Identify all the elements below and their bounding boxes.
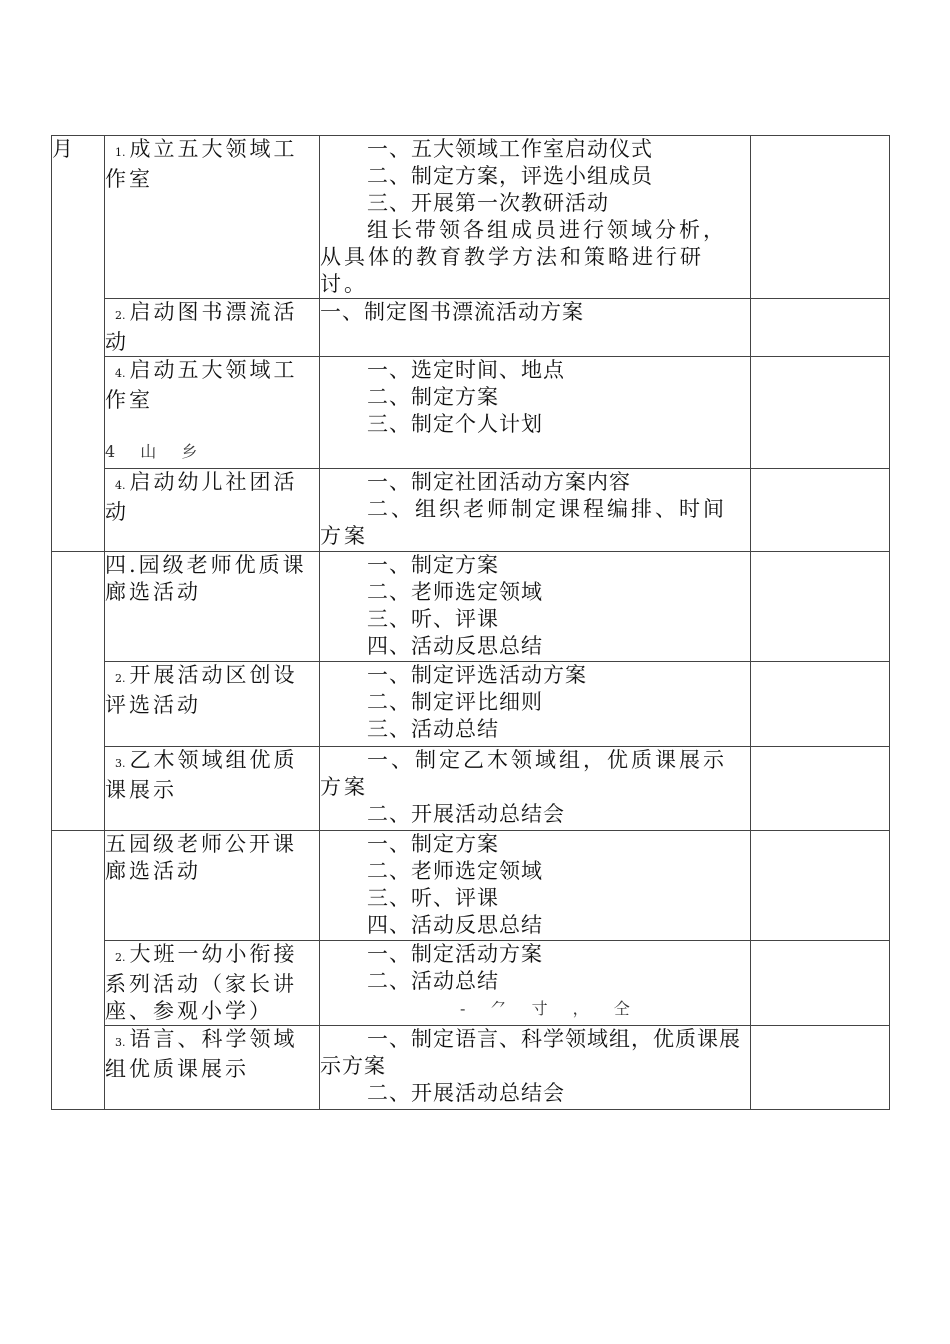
content-line: 四、活动反思总结 bbox=[367, 913, 543, 937]
content-cell bbox=[320, 941, 751, 1026]
table-row bbox=[52, 941, 890, 1026]
item-title: 语言、科学领域组优质课展示 bbox=[105, 1027, 298, 1081]
item-number: 1. bbox=[115, 146, 126, 159]
content-line: 一、五大领域工作室启动仪式 bbox=[367, 137, 653, 161]
content-line: 二、制定评比细则 bbox=[367, 690, 543, 714]
item-title: 启动幼儿社团活动 bbox=[105, 470, 298, 524]
content-cell bbox=[320, 747, 751, 831]
content-line: 一、制定评选活动方案 bbox=[367, 663, 587, 687]
table-row bbox=[52, 136, 890, 299]
content-line: 二、开展活动总结会 bbox=[367, 802, 565, 826]
item-title: 大班一幼小衔接系列活动（家长讲座、参观小学） bbox=[105, 942, 298, 1023]
content-line: 一、选定时间、地点 bbox=[367, 358, 565, 382]
table-row bbox=[52, 747, 890, 831]
item-cell bbox=[105, 299, 320, 357]
item-number: 3. bbox=[115, 1036, 126, 1049]
table-row bbox=[52, 299, 890, 357]
note-cell bbox=[751, 1026, 890, 1110]
content-cell bbox=[320, 1026, 751, 1110]
content-line: 二、活动总结 bbox=[367, 969, 499, 993]
item-cell bbox=[105, 357, 320, 469]
note-cell bbox=[751, 552, 890, 662]
content-cell bbox=[320, 662, 751, 747]
item-title: 启动图书漂流活动 bbox=[105, 300, 298, 354]
item-number: 4. bbox=[115, 367, 126, 380]
table-row bbox=[52, 831, 890, 941]
scribble-text: - ⺈ 寸 ， 仝 bbox=[460, 999, 640, 1018]
item-cell bbox=[105, 552, 320, 662]
table-row bbox=[52, 1026, 890, 1110]
item-number: 2. bbox=[115, 672, 126, 685]
table-row bbox=[52, 469, 890, 552]
item-cell bbox=[105, 469, 320, 552]
content-line: 二、老师选定领域 bbox=[367, 859, 543, 883]
month-cell: 月 bbox=[52, 136, 105, 552]
item-cell bbox=[105, 831, 320, 941]
content-line: 三、制定个人计划 bbox=[367, 412, 543, 436]
item-cell bbox=[105, 1026, 320, 1110]
note-cell bbox=[751, 747, 890, 831]
content-line: 二、制定方案 bbox=[367, 385, 499, 409]
content-line: 组长带领各组成员进行领域分析，从具体的教育教学方法和策略进行研讨。 bbox=[320, 218, 727, 296]
content-line: 二、组织老师制定课程编排、时间方案 bbox=[320, 497, 727, 548]
item-number: 4. bbox=[115, 479, 126, 492]
note-cell bbox=[751, 136, 890, 299]
content-line: 三、活动总结 bbox=[367, 717, 499, 741]
content-line: 二、老师选定领域 bbox=[367, 580, 543, 604]
content-line: 一、制定方案 bbox=[367, 553, 499, 577]
item-number: 2. bbox=[115, 951, 126, 964]
note-cell bbox=[751, 662, 890, 747]
note-cell bbox=[751, 831, 890, 941]
item-cell bbox=[105, 136, 320, 299]
content-cell bbox=[320, 357, 751, 469]
content-line: 一、制定语言、科学领域组，优质课展示方案 bbox=[320, 1027, 741, 1078]
content-line: 一、制定图书漂流活动方案 bbox=[320, 300, 584, 324]
content-line: 三、听、评课 bbox=[367, 607, 499, 631]
content-cell bbox=[320, 831, 751, 941]
item-cell bbox=[105, 747, 320, 831]
item-title: 乙木领域组优质课展示 bbox=[105, 748, 298, 802]
content-line: 四、活动反思总结 bbox=[367, 634, 543, 658]
content-cell bbox=[320, 552, 751, 662]
content-line: 二、制定方案，评选小组成员 bbox=[367, 164, 653, 188]
item-cell bbox=[105, 662, 320, 747]
content-line: 一、制定活动方案 bbox=[367, 942, 543, 966]
table-row bbox=[52, 662, 890, 747]
scribble-text: 4 山 乡 bbox=[105, 442, 208, 461]
note-cell bbox=[751, 357, 890, 469]
content-line: 三、开展第一次教研活动 bbox=[367, 191, 609, 215]
item-number: 3. bbox=[115, 757, 126, 770]
plan-table bbox=[51, 135, 890, 1110]
content-cell bbox=[320, 136, 751, 299]
content-line: 二、开展活动总结会 bbox=[367, 1081, 565, 1105]
content-line: 三、听、评课 bbox=[367, 886, 499, 910]
content-line: 一、制定社团活动方案内容 bbox=[367, 470, 631, 494]
month-cell bbox=[52, 831, 105, 1110]
item-number: 2. bbox=[115, 309, 126, 322]
note-cell bbox=[751, 469, 890, 552]
item-title: 启动五大领域工作室 bbox=[105, 358, 298, 412]
content-line: 一、制定乙木领域组，优质课展示方案 bbox=[320, 748, 727, 799]
content-cell bbox=[320, 469, 751, 552]
item-title: 成立五大领域工作室 bbox=[105, 137, 298, 191]
note-cell bbox=[751, 299, 890, 357]
table-row bbox=[52, 357, 890, 469]
table-row bbox=[52, 552, 890, 662]
item-title: 四.园级老师优质课廊选活动 bbox=[105, 553, 307, 604]
item-title: 开展活动区创设评选活动 bbox=[105, 663, 298, 717]
note-cell bbox=[751, 941, 890, 1026]
content-line: 一、制定方案 bbox=[367, 832, 499, 856]
item-cell bbox=[105, 941, 320, 1026]
item-title: 五园级老师公开课廊选活动 bbox=[105, 832, 297, 883]
month-cell bbox=[52, 552, 105, 831]
content-cell bbox=[320, 299, 751, 357]
